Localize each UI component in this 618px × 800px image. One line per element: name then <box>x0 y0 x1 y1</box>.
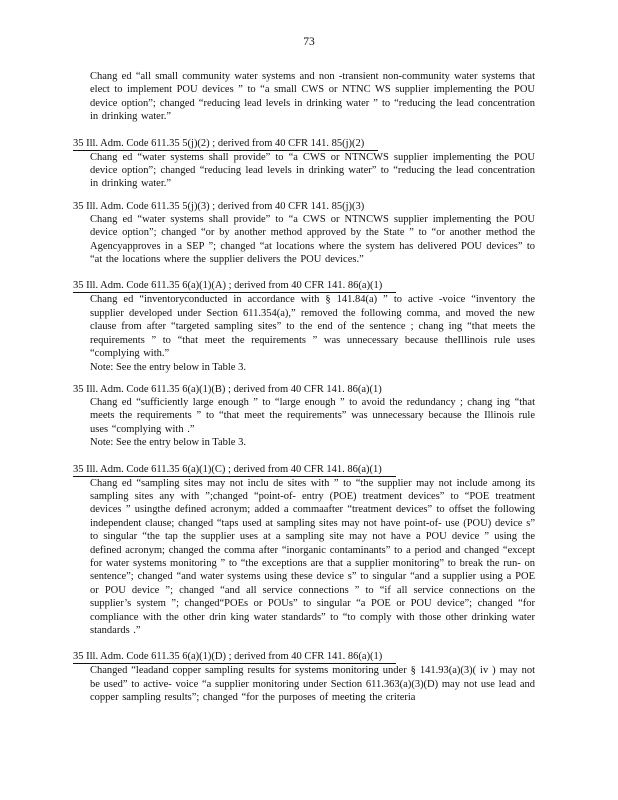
entry-citation: 35 Ill. Adm. Code 611.35 6(a)(1)(B) ; derived from 40 CFR 141. 86(a)(1) <box>73 383 382 395</box>
entry-citation: 35 Ill. Adm. Code 611.35 5(j)(3) ; derived from 40 CFR 141. 85(j)(3) <box>73 200 365 212</box>
entry-citation: 35 Ill. Adm. Code 611.35 6(a)(1)(C) ; derived from 40 CFR 141. 86(a)(1) <box>73 463 396 477</box>
table-entry <box>73 200 535 267</box>
table-continuation <box>73 70 535 714</box>
entry-text: Chang ed “inventoryconducted in accordance with § 141.84(a) ” to active -voice “inventory the supplier developed under Section 611.354(a),” removed the following comma, and moved the new clause from after “targeted sampling sites” to the end of the sentence ; chang ing “that meets the requirements ” to “that meet the requirements ” was unnecessary because theIllinois rule uses “complying with.” <box>90 294 535 360</box>
entry-note: Note: See the entry below in Table 3. <box>90 437 246 449</box>
entry-note: Note: See the entry below in Table 3. <box>90 361 246 373</box>
table-entry <box>73 275 535 373</box>
entry-citation: 35 Ill. Adm. Code 611.35 5(j)(2) ; derived from 40 CFR 141. 85(j)(2) <box>73 137 378 151</box>
table-entry <box>73 383 535 450</box>
entry-citation: 35 Ill. Adm. Code 611.35 6(a)(1)(A) ; derived from 40 CFR 141. 86(a)(1) <box>73 279 396 293</box>
entry-citation: 35 Ill. Adm. Code 611.35 6(a)(1)(D) ; derived from 40 CFR 141. 86(a)(1) <box>73 650 396 664</box>
entry-text: Chang ed “sampling sites may not inclu de sites with ” to “the supplier may not include among its sampling sites any with ”;changed “point-of- entry (POE) treatment devices” to “POE treatment devices ” usingthe defined acronym; added a commaafter “treatment devices” to offset the following independent clause; changed “taps used at sampling sites may not have point-of- use (POU) device s” to singular “the tap the supplier uses at a sampling site may not have a POU device ” using the defined acronym; changed the comma after “inorganic contaminants” to a period and changed “except for water systems monitoring ” to “the exceptions are that a supplier monitoring” to break the run- on sentence”; changed “and water systems using these device s” to singular “and a supplier using a POE or POU device ”; changed “and all service connections ” to “if all service connections on the supplier’s system ”; changed“POEs or POUs” to singular “a POE or POU device”; changed “for compliance with the other drin king water standards” to “to comply with those other drinking water standards .” <box>90 477 535 636</box>
table-entry <box>73 646 535 704</box>
entry-text: Changed “leadand copper sampling results for systems monitoring under § 141.93(a)(3)( iv ) may not be used” to active- voice “a supplier monitoring under Section 611.363(a)(3)(D) may not use lead and copper sampling results”; changed “for the purposes of meeting the criteria <box>90 665 535 704</box>
entry-text: Chang ed “water systems shall provide” to “a CWS or NTNCWS supplier implementing the POU device option”; changed “reducing lead levels in drinking water” to “reducing the lead concentration in drinking water.” <box>90 151 535 190</box>
table-entry <box>73 70 535 124</box>
entry-text: Chang ed “sufficiently large enough ” to “large enough ” to avoid the redundancy ; chang ing “that meets the requirements ” to “that meet the requirements” was unnecessary because the Illinois rule uses “complying with .” <box>90 396 535 435</box>
page-number: 73 <box>303 36 315 48</box>
entry-text: Chang ed “all small community water systems and non -transient non-community water systems that elect to implement POU devices ” to “a small CWS or NTNC WS supplier implementing the POU device option”; changed “reducing lead levels in drinking water ” to “reducing the lead concentration in drinking water.” <box>90 71 535 123</box>
table-entry <box>73 133 535 191</box>
table-entry <box>73 459 535 638</box>
entry-text: Chang ed “water systems shall provide” to “a CWS or NTNCWS supplier implementing the POU device option”; changed “or by another method approved by the State ” to “or another method the Agencyapproves in a SEP ”; changed “at locations where the system has delivered POU devices” to “at the locations where the supplier delivers the POU devices.” <box>90 213 535 266</box>
